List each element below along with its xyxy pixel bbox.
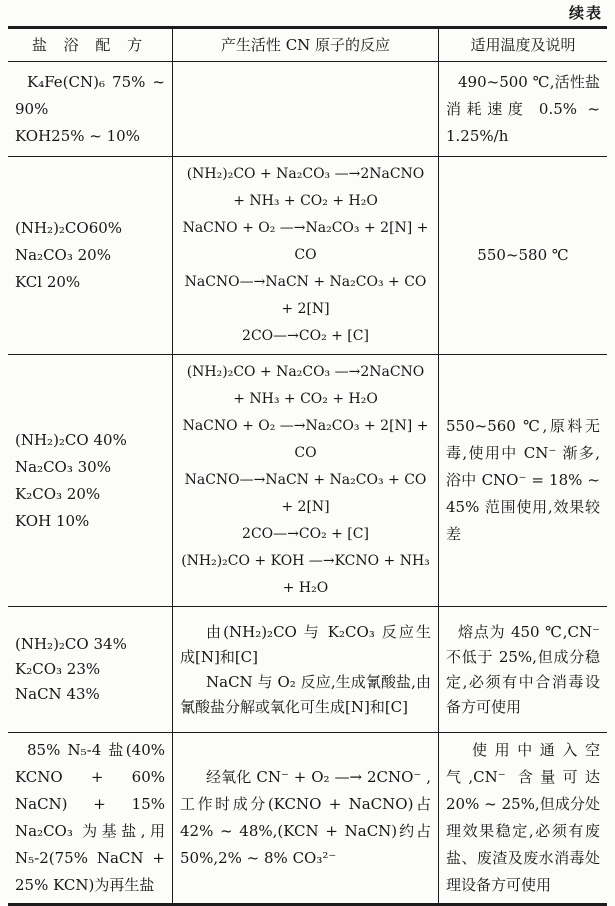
formula-line: (NH₂)₂CO60% (15, 219, 123, 237)
table-row (8, 157, 607, 355)
reaction-paragraph: 经氧化 CN⁻ + O₂ —→ 2CNO⁻ ,工作时成分(KCNO + NaCNO)占 42% ~ 48%,(KCN + NaCN)约占 50%,2% ~ 8% CO₃²⁻ (180, 768, 431, 867)
reaction-equation: NaCNO + O₂ —→Na₂CO₃ + 2[N] + CO (182, 220, 429, 263)
reaction-equation: NaCNO—→NaCN + Na₂CO₃ + CO + 2[N] (184, 274, 427, 317)
note-paragraph: 使用中通入空气,CN⁻ 含量可达 20% ~ 25%,但成分处理效果稳定,必须有废盐、废渣及废水消毒处理设备方可使用 (446, 741, 600, 894)
note-paragraph: 550~580 ℃ (477, 246, 569, 264)
formula-line: K₂CO₃ 23% (15, 660, 101, 678)
cell-notes (438, 157, 607, 355)
reaction-paragraph: NaCN 与 O₂ 反应,生成氰酸盐,由氰酸盐分解或氧化可生成[N]和[C] (180, 672, 431, 716)
reaction-equation: (NH₂)₂CO + Na₂CO₃ —→2NaCNO + NH₃ + CO₂ + H₂O (186, 364, 425, 407)
table-row (8, 355, 607, 607)
formula-line: K₂CO₃ 20% (15, 484, 101, 503)
cell-notes (438, 607, 607, 733)
formula-line: (NH₂)₂CO 40% (15, 430, 127, 449)
formula-line: KCl 20% (15, 273, 81, 291)
reaction-equation: (NH₂)₂CO + KOH —→KCNO + NH₃ + H₂O (181, 553, 430, 596)
cell-formula (8, 62, 172, 157)
formula-line: Na₂CO₃ 20% (15, 246, 111, 264)
reaction-equation: (NH₂)₂CO + Na₂CO₃ —→2NaCNO + NH₃ + CO₂ + H₂O (186, 166, 425, 209)
note-paragraph: 550~560 ℃,原料无毒,使用中 CN⁻ 渐多,浴中 CNO⁻ = 18% ~ 45% 范围使用,效果较差 (446, 417, 600, 543)
salt-bath-table (8, 26, 607, 906)
cell-reactions (172, 733, 438, 903)
table-header-row (8, 29, 607, 62)
reaction-equation: 2CO—→CO₂ + [C] (242, 526, 369, 542)
header-formula: 盐 浴 配 方 (8, 29, 172, 62)
formula-line: NaCN 43% (15, 685, 100, 703)
table-row (8, 733, 607, 903)
cell-reactions (172, 607, 438, 733)
formula-line: KOH 10% (15, 511, 90, 530)
cell-formula (8, 355, 172, 607)
formula-line: Na₂CO₃ 30% (15, 457, 111, 476)
table-row (8, 62, 607, 157)
header-reaction: 产生活性 CN 原子的反应 (172, 29, 438, 62)
reaction-equation: 2CO—→CO₂ + [C] (242, 328, 369, 344)
cell-reactions (172, 157, 438, 355)
reaction-equation: NaCNO—→NaCN + Na₂CO₃ + CO + 2[N] (184, 472, 427, 515)
cell-formula (8, 157, 172, 355)
reaction-equation: NaCNO + O₂ —→Na₂CO₃ + 2[N] + CO (182, 418, 429, 461)
reaction-paragraph: 由(NH₂)₂CO 与 K₂CO₃ 反应生成[N]和[C] (180, 622, 431, 666)
note-paragraph: 熔点为 450 ℃,CN⁻ 不低于 25%,但成分稳定,必须有中合消毒设备方可使用 (446, 622, 600, 716)
formula-line: KOH25% ~ 10% (15, 126, 140, 145)
cell-reactions (172, 355, 438, 607)
header-notes: 适用温度及说明 (438, 29, 607, 62)
table-row (8, 607, 607, 733)
cell-formula (8, 607, 172, 733)
formula-line: K₄Fe(CN)₆ 75% ~ 90% (15, 72, 165, 118)
cell-notes (438, 62, 607, 157)
cell-reactions (172, 62, 438, 157)
cell-notes (438, 733, 607, 903)
formula-paragraph: 85% N₅-4 盐(40% KCNO + 60% NaCN) + 15% Na₂CO₃ 为基盐,用 N₅-2(75% NaCN + 25% KCN)为再生盐 (15, 741, 165, 894)
formula-line: (NH₂)₂CO 34% (15, 635, 127, 653)
continued-table-label: 续表 (568, 4, 603, 22)
cell-notes (438, 355, 607, 607)
cell-formula (8, 733, 172, 903)
note-paragraph: 490~500 ℃,活性盐消耗速度 0.5% ~ 1.25%/h (446, 72, 600, 145)
